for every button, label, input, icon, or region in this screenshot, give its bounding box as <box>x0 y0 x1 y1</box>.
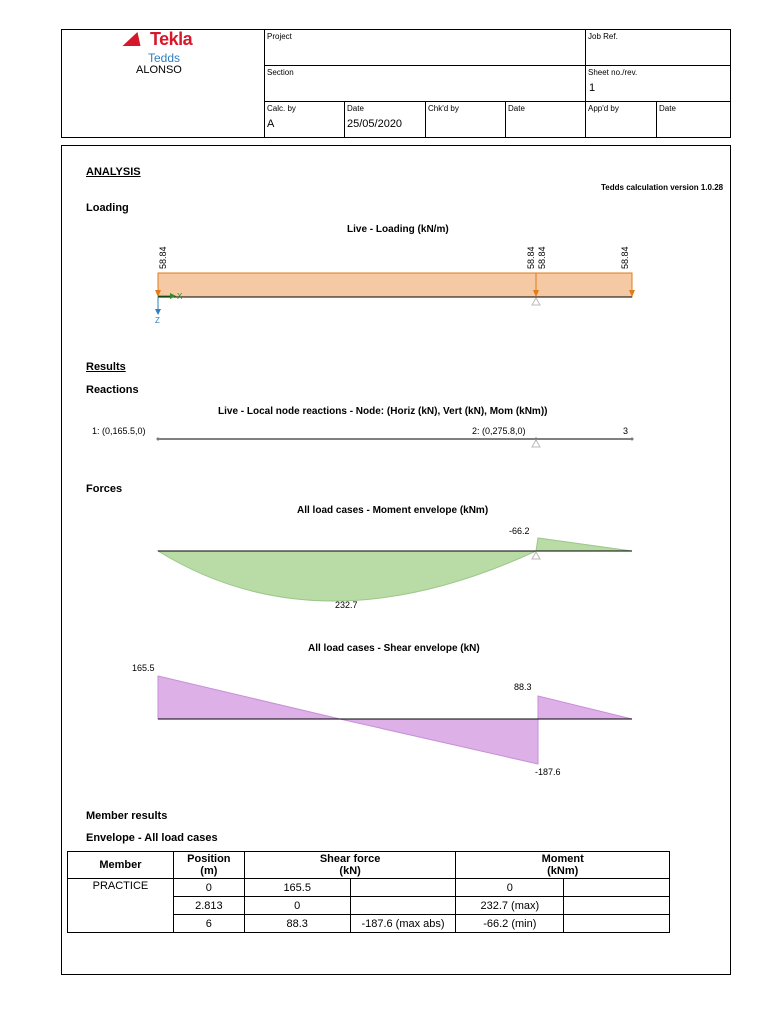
moment-pos-label: 232.7 <box>335 600 358 610</box>
axis-x-label: X <box>177 292 183 301</box>
shear-note-cell <box>350 897 456 915</box>
node-2-label: 2: (0,275.8,0) <box>472 426 526 436</box>
node-1-label: 1: (0,165.5,0) <box>92 426 146 436</box>
reactions-chart-title: Live - Local node reactions - Node: (Horiz (kN), Vert (kN), Mom (kNm)) <box>218 406 548 417</box>
section-label: Section <box>267 68 294 77</box>
calc-by-value: A <box>267 118 275 130</box>
shear-note-cell <box>350 879 456 897</box>
title-block-divider <box>264 65 731 66</box>
calc-by-label: Calc. by <box>267 104 296 113</box>
node-marker <box>631 438 634 441</box>
position-cell: 6 <box>173 915 244 933</box>
axis-z-icon <box>155 297 161 325</box>
logo-brand: Tekla <box>150 29 193 49</box>
shear-cell: 88.3 <box>244 915 350 933</box>
support-icon <box>532 298 540 305</box>
shear-diagram <box>125 658 650 783</box>
date-value: 25/05/2020 <box>347 118 403 130</box>
moment-cell: -66.2 (min) <box>456 915 564 933</box>
moment-note-cell <box>564 879 670 897</box>
title-block-divider <box>585 29 586 138</box>
date-label: Date <box>347 104 364 113</box>
loading-diagram <box>140 238 650 330</box>
moment-neg-label: -66.2 <box>509 526 530 536</box>
shear-negative-area <box>340 719 538 764</box>
shear-left-label: 165.5 <box>132 663 155 673</box>
envelope-heading: Envelope - All load cases <box>86 832 218 844</box>
load-label: 58.84 <box>526 246 536 269</box>
forces-heading: Forces <box>86 483 123 495</box>
shear-right-label: 88.3 <box>514 682 532 692</box>
sheet-label: Sheet no./rev. <box>588 68 638 77</box>
shear-chart-title: All load cases - Shear envelope (kN) <box>308 643 480 654</box>
load-label: 58.84 <box>537 246 547 269</box>
moment-note-cell <box>564 915 670 933</box>
shear-min-label: -187.6 <box>535 767 561 777</box>
shear-positive-area-right <box>538 696 632 719</box>
moment-cell: 232.7 (max) <box>456 897 564 915</box>
table-row <box>68 879 670 897</box>
sheet-value: 1 <box>589 82 596 94</box>
member-name-cell: PRACTICE <box>68 879 174 933</box>
company-name: ALONSO <box>136 64 182 76</box>
checked-by-label: Chk'd by <box>428 104 459 113</box>
udl-load-area <box>158 273 632 297</box>
column-header: Member <box>68 852 174 879</box>
approved-by-label: App'd by <box>588 104 619 113</box>
axis-z-label: Z <box>155 316 160 325</box>
title-block-divider <box>264 29 265 138</box>
checked-date-label: Date <box>508 104 525 113</box>
shear-note-cell: -187.6 (max abs) <box>350 915 456 933</box>
loading-chart-title: Live - Loading (kN/m) <box>347 224 449 235</box>
node-marker <box>157 438 160 441</box>
moment-hogging-area <box>536 538 632 551</box>
column-header: Moment (kNm) <box>456 852 670 879</box>
column-header: Shear force (kN) <box>244 852 456 879</box>
reactions-heading: Reactions <box>86 384 139 396</box>
reactions-diagram <box>80 420 650 450</box>
version-label: Tedds calculation version 1.0.28 <box>601 183 724 192</box>
support-icon <box>532 440 540 447</box>
approved-date-label: Date <box>659 104 676 113</box>
title-block-divider <box>264 101 731 102</box>
member-results-table <box>67 851 670 933</box>
support-icon <box>532 552 540 559</box>
moment-diagram <box>140 520 650 620</box>
load-label: 58.84 <box>620 246 630 269</box>
title-block-divider <box>505 101 506 138</box>
member-results-heading: Member results <box>86 810 168 822</box>
position-cell: 2.813 <box>173 897 244 915</box>
shear-positive-area <box>158 676 340 719</box>
title-block-divider <box>425 101 426 138</box>
tekla-logo-icon <box>123 32 144 46</box>
moment-note-cell <box>564 897 670 915</box>
loading-heading: Loading <box>86 202 129 214</box>
results-heading: Results <box>86 361 126 373</box>
logo-product: Tedds <box>148 51 181 65</box>
shear-cell: 165.5 <box>244 879 350 897</box>
position-cell: 0 <box>173 879 244 897</box>
load-label: 58.84 <box>158 246 168 269</box>
title-block-divider <box>656 101 657 138</box>
analysis-title: ANALYSIS <box>86 166 141 178</box>
node-3-label: 3 <box>623 426 629 436</box>
moment-sagging-area <box>158 551 536 601</box>
job-ref-label: Job Ref. <box>588 32 618 41</box>
column-header: Position (m) <box>173 852 244 879</box>
title-block-divider <box>344 101 345 138</box>
shear-cell: 0 <box>244 897 350 915</box>
project-label: Project <box>267 32 292 41</box>
moment-cell: 0 <box>456 879 564 897</box>
moment-chart-title: All load cases - Moment envelope (kNm) <box>297 505 489 516</box>
